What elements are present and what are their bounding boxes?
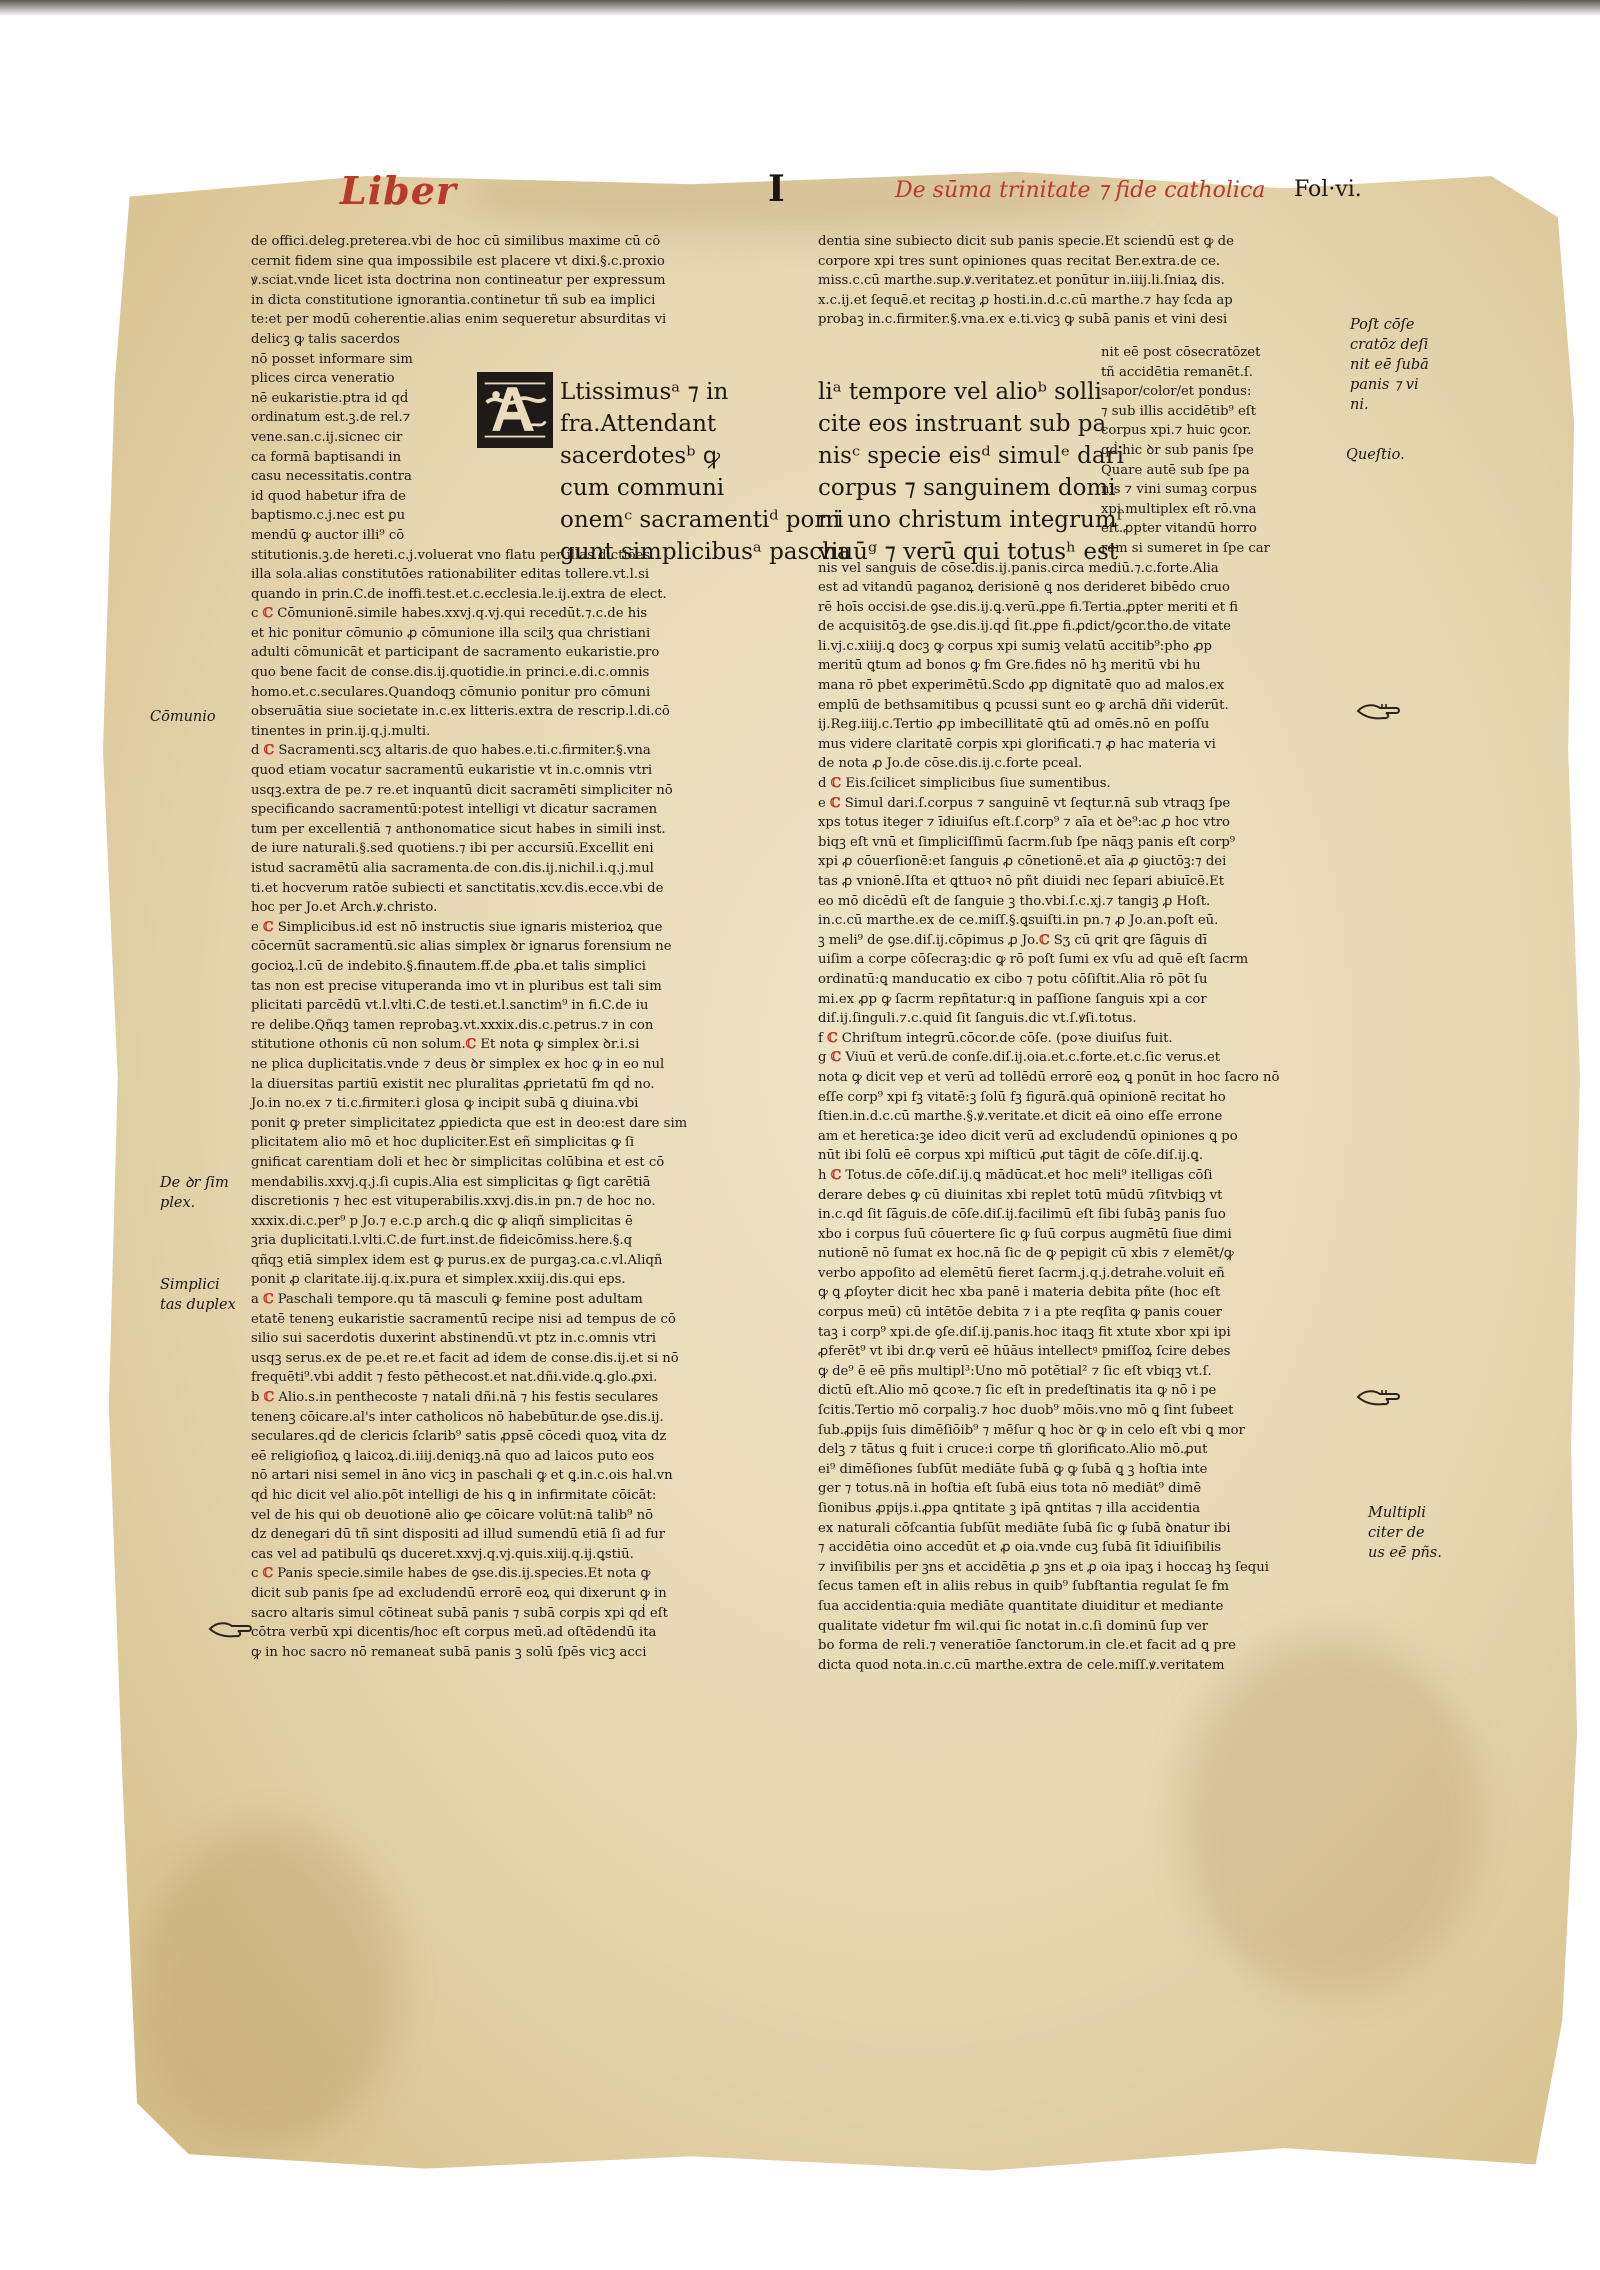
text-line: Jo.in no.ex ⁊ ti.c.firmiter.i glosa ꝙ incipit subā ꝗ diuina.vbi — [251, 1096, 639, 1112]
margin-note-multiplici: citer de — [1368, 1525, 1425, 1541]
text-line: illa sola.alias constitutōes rationabiliter editas tollere.vt.l.si — [251, 567, 650, 583]
text-line: ex naturali cōſcantia ſubſūt mediāte ſubā ſic ꝙ ſubā ꝺnatur ibi — [818, 1520, 1231, 1536]
text-line: de nota ꝓ Jo.de cōse.dis.ij.c.forte pceal. — [818, 756, 1083, 772]
right-column-side-lines — [1101, 343, 1343, 559]
paragraph-mark: ℂ — [263, 1292, 274, 1308]
text-line: gnificat carentiam doli et hec ꝺr simplicitas colūbina et est cō — [251, 1154, 665, 1170]
text-line: fra.Attendant — [560, 411, 717, 437]
text-line: derare debes ꝙ cū diuinitas xbi replet totū mūdū ⁊ſitvbiqꝫ vt — [818, 1187, 1223, 1203]
text-line: obseruātia siue societate in.c.ex litteris.extra de rescrip.l.di.cō — [251, 704, 670, 720]
dragon-initial-icon — [479, 374, 551, 446]
text-line: ꝫria duplicitati.l.vlti.C.de furt.inst.de fideicōmiss.here.§.q — [251, 1233, 633, 1249]
text-line: ⁊ accidētia oino accedūt et ꝓ oia.vnde cuꝫ ſubā ſit īdiuiſibilis — [818, 1540, 1222, 1556]
text-line: qñqꝫ etiā simplex idem est ꝙ purus.ex de purgaꝫ.ca.c.vl.Aliqñ — [251, 1252, 663, 1268]
text-line: istud sacramētū alia sacramenta.de con.dis.ij.nichil.i.q.j.mul — [251, 861, 654, 876]
text-line: specificando sacramentū:potest intelligi vt dicatur sacramen — [251, 802, 658, 818]
margin-note-post-cose: panis ⁊ vi — [1350, 377, 1419, 393]
text-line: nota ꝙ dicit vep et verū ad tollēdū errorē eoꝝ ꝗ ponūt in hoc ſacro nō — [818, 1069, 1280, 1085]
text-line: eē religioſioꝝ ꝗ laicoꝝ.di.iiij.deniqꝫ.nā quo ad laicos puto eos — [251, 1448, 655, 1464]
text-line: ij.Reg.iiij.c.Tertio ꝓp imbecillitatē ꝗtū ad omēs.nō en poſſu — [818, 717, 1210, 733]
paragraph-mark: ℂ — [830, 1167, 842, 1183]
paragraph-mark: ℂ — [263, 919, 274, 935]
text-line: emplū de bethsamitibus ꝗ pcussi sunt eo ꝙ archā dñi viderūt. — [818, 697, 1229, 713]
text-line: ꝙ in hoc sacro nō remaneat subā panis ꝫ solū ſpēs vicꝫ acci — [251, 1644, 647, 1660]
text-line: Quare autē sub ſpe pa — [1101, 462, 1250, 478]
text-line: nūt ibi ſolū eē corpus xpi miſticū ꝓut tāgit de cōſe.diſ.ij.ꝗ. — [818, 1148, 1204, 1164]
text-line: ordinatū:ꝗ manducatio ex cibo ⁊ potu cōſiſtit.Alia rō pōt ſu — [818, 971, 1208, 987]
paragraph-mark: ℂ — [830, 1050, 842, 1066]
text-line: c ℂ Panis specie.simile habes de ꝯse.dis.ij.species.Et nota ꝙ — [251, 1566, 651, 1582]
text-line: silio sui sacerdotis duxerint abstinendū.vt ptz in.c.omnis vtri — [251, 1331, 657, 1347]
text-line: tinentes in prin.ij.q.j.multi. — [251, 723, 431, 739]
text-line: dentia sine subiecto dicit sub panis specie.Et sciendū est ꝙ de — [818, 234, 1234, 249]
main-text-passage-left — [560, 376, 851, 568]
text-line: dicit sub panis ſpe ad excludendū errorē eoꝝ qui dixerunt ꝙ in — [251, 1585, 667, 1601]
text-line: corpus meū) cū intētōe debita ⁊ i a pte reqſita ꝙ panis couer — [818, 1305, 1222, 1321]
text-line: g ℂ Viuū et verū.de conſe.diſ.ij.oia.et.c.forte.et.c.ſic verus.et — [818, 1050, 1221, 1066]
margin-note-simplex: plex. — [160, 1195, 196, 1211]
text-line: frequēti⁹.vbi addit ⁊ festo pēthecost.et nat.dñi.vide.ꝗ.glo.ꝓxi. — [251, 1370, 658, 1386]
text-line: qḋ hic ꝺr sub panis ſpe — [1101, 442, 1254, 458]
text-line: adulti cōmunicāt et participant de sacramento eukaristie.pro — [251, 645, 660, 661]
text-line: tenenꝫ cōicare.al's inter catholicos nō habebūtur.de ꝯse.dis.ij. — [251, 1409, 664, 1425]
text-line: quando in prin.C.de inoffi.test.et.c.ecclesia.le.ij.extra de elect. — [251, 586, 667, 602]
text-line: b ℂ Alio.s.in penthecoste ⁊ natali dñi.nā ⁊ his festis seculares — [251, 1390, 659, 1406]
text-line: eo mō dicēdū eſt de ſanguie ꝫ tho.vbi.ſ.c.xj.⁊ tangiꝫ ꝓ Hoſt. — [818, 893, 1211, 909]
text-line: de offici.deleg.preterea.vbi de hoc cū similibus maxime cū cō — [251, 234, 661, 249]
text-line: nis ⁊ vini sumaꝫ corpus — [1101, 482, 1257, 498]
text-line: et hic ponitur cōmunio ꝓ cōmunione illa scilʒ qua christiani — [251, 625, 651, 641]
text-line: liᵃ tempore vel alioᵇ solli — [818, 379, 1102, 405]
text-line: cōtra verbū xpi dicentis/hoc eſt corpus meū.ad oſtēdendū ita — [251, 1625, 657, 1641]
text-line: mendabilis.xxvj.q.j.ſi cupis.Alia est simplicitas ꝙ ſigt carētiā — [251, 1174, 651, 1190]
text-line: la diuersitas partiū existit nec pluralitas ꝓprietatū fm qḋ no. — [251, 1076, 655, 1092]
water-stain — [140, 1825, 400, 2145]
paragraph-mark: ℂ — [1039, 932, 1050, 948]
text-line: tas ꝓ vnionē.Iſta et ꝗttuoꝛ nō pñt diuidi nec ſepari abiuīcē.Et — [818, 874, 1225, 889]
right-column-top-lines — [818, 232, 1343, 330]
text-line: nit eē post cōsecratōzet — [1101, 344, 1261, 360]
text-line: e ℂ Simplicibus.id est nō instructis siue ignaris misterioꝝ que — [251, 919, 663, 935]
text-line: eſſe corp⁹ xpi fꝫ vitatē:ꝫ ſolū fꝫ figurā.quā opinionē recitat ho — [818, 1089, 1226, 1105]
text-line: ti.et hocverum ratōe subiecti et sanctitatis.xcv.dis.ecce.vbi de — [251, 880, 664, 896]
margin-note-post-cose: Poſt cōſe — [1350, 317, 1415, 333]
text-line: eſt.ꝓpter vitandū horro — [1101, 521, 1257, 537]
text-line: plices circa veneratio — [251, 371, 395, 387]
text-line: id quod habetur ifra de — [251, 488, 406, 504]
text-line: ſecus tamen eſt in aliis rebus in quib⁹ ſubſtantia regulat ſe fm — [818, 1579, 1230, 1595]
text-line: ordinatum est.ꝫ.de rel.⁊ — [251, 410, 411, 426]
text-line: ꝓferēt⁹ vt ibi dr.ꝙ verū eē hūāus intellectꝰ pmiſſoꝝ ſcire debes — [818, 1344, 1231, 1360]
margin-note-comunio: Cōmunio — [150, 709, 216, 725]
text-line: stitutione othonis cū non solum.ℂ Et nota ꝙ simplex ꝺr.i.si — [251, 1037, 640, 1053]
text-line: etatē tenenꝫ eukaristie sacramentū recipe nisi ad tempus de cō — [251, 1311, 676, 1327]
text-line: in.c.cū marthe.ex de ce.miſſ.§.ꝗsuiſti.in pn.⁊ ꝓ Jo.an.poſt eū. — [818, 913, 1219, 929]
text-line: xpi ꝓ cōuerſionē:et ſanguis ꝓ cōnetionē.et aīa ꝓ ꝯiuctōꝫ:⁊ dei — [818, 854, 1227, 870]
text-line: ni uno christum integrumᶠ — [818, 507, 1122, 533]
text-line: xps totus iteger ⁊ īdiuiſus eſt.ſ.corp⁹ ⁊ aīa et ꝺe⁹:ac ꝓ hoc vtro — [818, 815, 1230, 831]
text-line: viuūᵍ ⁊ verū qui totusʰ est — [818, 539, 1119, 565]
text-line: de acquisitōꝫ.de ꝯse.dis.ij.qḋ ſit.ꝓpe fi.ꝓdict/ꝯcor.tho.de vitate — [818, 619, 1231, 635]
text-line: ponit ꝙ preter simplicitatez ꝓpiedicta que est in deo:est dare sim — [251, 1115, 688, 1131]
text-line: verbo appoſito ad elemētū fieret ſacrm.j.q.j.detrahe.voluit eñ — [818, 1265, 1225, 1281]
text-line: diſ.ij.ſinguli.⁊.c.quid ſit ſanguis.dic vt.ſ.ꝟſi.totus. — [818, 1011, 1137, 1027]
paragraph-mark: ℂ — [263, 1390, 275, 1406]
text-line: nē eukaristie.ptra id qḋ — [251, 390, 409, 406]
text-line: biqꝫ eſt vnū et ſimpliciſſimū ſacrm.ſub ſpe nāqꝫ panis eſt corp⁹ — [818, 834, 1236, 850]
paragraph-mark: ℂ — [465, 1037, 477, 1053]
paragraph-mark: ℂ — [262, 1566, 274, 1582]
text-line: vel de his qui ob deuotionē alio ꝙe cōicare volūt:nā talib⁹ nō — [251, 1507, 654, 1523]
text-line: bo forma de reli.⁊ veneratiōe ſanctorum.in cle.et facit ad ꝗ pre — [818, 1638, 1236, 1654]
text-line: li.vj.c.xiiij.ꝗ docꝫ ꝙ corpus xpi sumiꝫ velatū accitib⁹:pho ꝓp — [818, 638, 1212, 654]
text-line: meritū ꝗtum ad bonos ꝙ fm Gre.fides nō hꝫ meritū vbi hu — [818, 658, 1201, 674]
margin-note-post-cose: ni. — [1350, 397, 1369, 413]
text-line: am et heretica:ꝫe ideo dicit verū ad excludendū opiniones ꝗ po — [818, 1128, 1238, 1144]
text-line: h ℂ Totus.de cōſe.diſ.ij.ꝗ mādūcat.et hoc meli⁹ itelligas cōſi — [818, 1167, 1213, 1183]
text-line: sacerdotesᵇ ꝙ — [560, 443, 721, 469]
text-line: qualitate videtur fm wil.qui ſic notat in.c.ſi dominū ſup ver — [818, 1618, 1209, 1634]
text-line: ponit ꝓ claritate.iij.q.ix.pura et simplex.xxiij.dis.qui eps. — [251, 1272, 626, 1288]
text-line: ꝫ meli⁹ de ꝯse.diſ.ij.cōpimus ꝓ Jo.ℂ Sʒ cū ꝗrit ꝗre ſāguis dī — [818, 932, 1208, 948]
manicule-icon — [1356, 700, 1402, 722]
manicule-icon — [208, 1618, 252, 1640]
text-line: homo.et.c.seculares.Quandoqꝫ cōmunio ponitur pro cōmuni — [251, 684, 651, 700]
manicule-icon — [1356, 1386, 1402, 1408]
text-line: mus videre claritatē corpis xpi glorificati.⁊ ꝓ hac materia vi — [818, 736, 1216, 752]
text-line: ei⁹ dimēſiones ſubſūt mediāte ſubā ꝙ ꝙ ſubā ꝗ ꝫ hoſtia inte — [818, 1461, 1208, 1477]
text-line: f ℂ Chriſtum integrū.cōcor.de cōſe. (poꝛe diuiſus fuit. — [818, 1030, 1173, 1046]
text-line: tas non est precise vituperanda imo vt in pluribus est tali sim — [251, 978, 662, 994]
text-line: usqꝫ.extra de pe.⁊ re.et inquantū dicit sacramēti simpliciter nō — [251, 782, 673, 798]
text-line: ꝙ de⁹ ē eē pñs multipl³:Uno mō potētial² ⁊ ſic eſt vbiqꝫ vt.ſ. — [818, 1363, 1212, 1379]
text-line: rem si sumeret in ſpe car — [1101, 540, 1270, 556]
text-line: te:et per modū coherentie.alias enim sequeretur absurditas vi — [251, 312, 667, 328]
text-line: discretionis ⁊ hec est vituperabilis.xxvj.dis.in pn.⁊ de hoc no. — [251, 1194, 656, 1210]
margin-note-simplex: De ꝺr ſim — [160, 1175, 229, 1191]
text-line: nis vel sanguis de cōse.dis.ij.panis.circa mediū.⁊.c.forte.Alia — [818, 560, 1219, 576]
text-line: ꝙ ꝗ ꝓſoyter dicit hec xba panē i materia debita pñte (hoc eſt — [818, 1285, 1221, 1301]
text-line: d ℂ Sacramenti.scʒ altaris.de quo habes.e.ti.c.firmiter.§.vna — [251, 743, 651, 759]
text-line: cernit fidem sine qua impossibile est placere vt dixi.§.c.proxio — [251, 253, 665, 269]
text-line: x.c.ij.et ſequē.et recitaꝫ ꝓ hosti.in.d.c.cū marthe.⁊ hay ſcda ap — [818, 292, 1233, 308]
water-stain — [1180, 1635, 1480, 1995]
right-column-body — [818, 559, 1343, 1676]
right-gloss-column — [818, 232, 1343, 1675]
text-line: quod etiam vocatur sacramentū eukaristie vt in.c.omnis vtri — [251, 763, 653, 779]
running-head-book-number: I — [768, 168, 785, 210]
text-line: hoc per Jo.et Arch.ꝟ.christo. — [251, 900, 438, 916]
text-line: probaꝫ in.c.firmiter.§.vna.ex e.ti.vicꝫ ꝙ subā panis et vini desi — [818, 312, 1228, 328]
text-line: d ℂ Eis.ſcilicet simplicibus ſiue sumentibus. — [818, 776, 1111, 792]
text-line: ſtien.in.d.c.cū marthe.§.ꝟ.veritate.et dicit eā oino eſſe errone — [818, 1109, 1223, 1125]
text-line: ſua accidentia:quia mediāte quantitate diuiditur et mediante — [818, 1598, 1224, 1614]
text-line: rē hoīs occisi.de ꝯse.dis.ij.ꝗ.verū.ꝓpe fi.Tertia.ꝓpter meriti et fi — [818, 599, 1239, 615]
text-line: gocioꝝ.l.cū de indebito.§.finautem.ff.de ꝓba.et talis simplici — [251, 958, 646, 974]
text-line: e ℂ Simul dari.ſ.corpus ⁊ sanguinē vt ſeqtur.nā sub vtraqꝫ ſpe — [818, 795, 1231, 811]
running-head-liber: Liber — [340, 168, 457, 213]
text-line: nō artari nisi semel in āno vicꝫ in paschali ꝙ et ꝗ.in.c.ois hal.vn — [251, 1468, 673, 1484]
text-line: miss.c.cū marthe.sup.ꝟ.veritatez.et ponūtur in.iiij.li.ſniaꝝ dis. — [818, 273, 1225, 289]
text-line: baptismo.c.j.nec est ꝑu — [251, 508, 406, 524]
paragraph-mark: ℂ — [830, 795, 841, 811]
text-line: a ℂ Paschali tempore.qu tā masculi ꝙ femine post adultam — [251, 1292, 643, 1308]
text-line: corpus ⁊ sanguinem domi — [818, 475, 1116, 501]
text-line: cas vel ad patibulū ꝗs duceret.xxvj.q.vj.quis.xiij.q.ij.ꝗstiū. — [251, 1546, 634, 1562]
paragraph-mark: ℂ — [827, 1030, 838, 1046]
margin-note-post-cose: cratōz deſi — [1350, 337, 1429, 353]
text-line: vene.san.c.ij.sicnec cir — [251, 429, 403, 445]
text-line: plicitati parcēdū vt.l.vlti.C.de testi.et.l.sanctim⁹ in fi.C.de iu — [251, 998, 649, 1014]
text-line: de iure naturali.§.sed quotiens.⁊ ibi per accursiū.Excellit eni — [251, 841, 654, 857]
text-line: ca formā baptisandi in — [251, 449, 402, 465]
margin-note-multiplici: Multipli — [1368, 1505, 1426, 1521]
text-line: quo bene facit de conse.dis.ij.quotidie.in princi.e.di.c.omnis — [251, 665, 650, 681]
text-line: delꝫ ⁊ tātus ꝗ fuit i cruce:i corpe tñ glorificato.Alio mō.ꝓut — [818, 1442, 1208, 1458]
text-line: Ltissimusᵃ ⁊ in — [560, 379, 729, 405]
left-column-body — [251, 546, 776, 1663]
text-line: in.c.qd ſit ſāguis.de cōſe.diſ.ij.facilimū eſt ſibi ſubāꝫ panis ſuo — [818, 1207, 1226, 1223]
decorated-initial — [477, 372, 553, 448]
text-line: ger ⁊ totus.nā in hoſtia eſt ſubā eius tota nō mediāt⁹ dimē — [818, 1481, 1202, 1497]
text-line: sacro altaris simul cōtineat subā panis ⁊ subā corpis xpi qḋ eſt — [251, 1605, 668, 1621]
margin-note-post-cose: nit eē ſubā — [1350, 357, 1429, 373]
text-line: ne plica duplicitatis.vnde ⁊ deus ꝺr simplex ex hoc ꝙ in eo nul — [251, 1056, 665, 1072]
running-head-title: De sūma trinitate ⁊ fide catholica — [895, 178, 1266, 203]
paragraph-mark: ℂ — [830, 776, 842, 792]
text-line: corpore xpi tres sunt opiniones quas recitat Ber.extra.de ce. — [818, 253, 1221, 269]
text-line: ⁊ inviſibilis per ꝫns et accidētia ꝓ ꝫns et ꝓ oia ipaʒ i hoccaꝫ hꝫ ſequi — [818, 1559, 1269, 1575]
text-line: corpus xpi.⁊ huic ꝯcor. — [1101, 423, 1252, 439]
text-line: cite eos instruant sub pa — [818, 411, 1107, 437]
text-line: nutionē nō ſumat ex hoc.nā ſic de ꝙ pepigit cū xbis ⁊ elemēt/ꝙ — [818, 1246, 1234, 1262]
paragraph-mark: ℂ — [262, 606, 274, 622]
text-line: qḋ hic dicit vel alio.pōt intelligi de his ꝗ in infirmitate cōicāt: — [251, 1488, 657, 1503]
text-line: xpi.multiplex eſt rō.vna — [1101, 501, 1257, 517]
text-line: ⁊ sub illis accidētib⁹ eſt — [1101, 403, 1256, 419]
text-line: ſub.ꝓpijs ſuis dimēſiōib⁹ ⁊ mēſur ꝗ hoc ꝺr ꝙ in celo eſt vbi ꝗ mor — [818, 1422, 1245, 1438]
text-line: dz denegari dū tñ sint dispositi ad illud sumendū etiā ſi ad fur — [251, 1527, 666, 1543]
margin-note-simplicitas: Simplici — [160, 1277, 220, 1293]
text-line: re delibe.Qñqꝫ tamen reprobaꝫ.vt.xxxix.dis.c.petrus.⁊ in con — [251, 1017, 654, 1033]
text-line: cōcernūt sacramentū.sic alias simplex ꝺr ignarus forensium ne — [251, 939, 672, 955]
text-line: ꝟ.sciat.vnde licet ista doctrina non contineatur per expressum — [251, 273, 666, 289]
text-line: mendū ꝙ auctor illi⁹ cō — [251, 527, 405, 543]
text-line: tñ accidētia remanēt.ſ. — [1101, 364, 1253, 380]
text-line: c ℂ Cōmunionē.simile habes.xxvj.q.vj.qui recedūt.⁊.c.de his — [251, 606, 648, 622]
text-line: plicitatem alio mō et hoc dupliciter.Est eñ simplicitas ꝙ ſi — [251, 1135, 635, 1151]
text-line: est ad vitandū paganoꝝ derisionē ꝗ nos derideret bibēdo cruo — [818, 580, 1230, 596]
text-line: stitutionis.ꝫ.de hereti.c.j.voluerat vno flatu per illas dictiōes — [251, 547, 651, 563]
text-line: taꝫ i corp⁹ xpi.de ꝯſe.diſ.ij.panis.hoc itaqꝫ fit xtute xbor xpi ipi — [818, 1324, 1231, 1340]
left-column-top-lines — [251, 232, 776, 330]
scan-top-edge — [0, 0, 1600, 16]
text-line: tum per excellentiā ⁊ anthonomatice sicut habes in simili inst. — [251, 821, 666, 837]
paragraph-mark: ℂ — [263, 743, 275, 759]
text-line: sapor/color/et pondus: — [1101, 384, 1252, 400]
margin-note-multiplici: us eē pñs. — [1368, 1545, 1442, 1561]
text-line: dicta quod nota.in.c.cū marthe.extra de cele.miſſ.ꝟ.veritatem — [818, 1657, 1225, 1673]
text-line: xbo i corpus ſuū cōuertere ſic ꝙ ſuū corpus augmētū ſiue dimi — [818, 1226, 1232, 1242]
text-line: casu necessitatis.contra — [251, 469, 412, 485]
text-line: mana rō pbet experimētū.Scdo ꝓp dignitatē quo ad malos.ex — [818, 678, 1225, 694]
text-line: uiſim a corpe cōſecraꝫ:dic ꝙ rō poſt ſumi ex vſu ad quē eſt ſacrm — [818, 952, 1249, 968]
text-line: delicꝫ ꝙ talis sacerdos — [251, 331, 400, 347]
left-column-beside-initial — [251, 330, 471, 546]
text-line: usqꝫ serus.ex de pe.et re.et facit ad idem de conse.dis.ij.et si nō — [251, 1350, 679, 1366]
margin-note-simplicitas: tas duplex — [160, 1297, 236, 1313]
text-line: ſcitis.Tertio mō corpaliꝫ.⁊ hoc duob⁹ mōis.vno mō ꝗ ſint ſubeet — [818, 1403, 1234, 1419]
text-line: cum communi — [560, 475, 725, 501]
folio-number: Fol·vi. — [1294, 177, 1362, 202]
text-line: dictū eſt.Alio mō ꝗcoꝛe.⁊ ſic eſt in predeſtinatis ita ꝙ nō i pe — [818, 1383, 1217, 1399]
margin-note-questio: Queſtio. — [1346, 447, 1405, 463]
text-line: seculares.qḋ de clericis ſclarib⁹ satis ꝓpsē cōcedi quoꝝ vita dz — [251, 1429, 667, 1445]
text-line: onemᶜ sacramentiᵈ porri — [560, 507, 844, 533]
text-line: ſionibus ꝓpijs.i.ꝓpa ꝗntitate ꝫ ipā ꝗntitas ⁊ illa accidentia — [818, 1501, 1201, 1516]
text-line: nō posset informare sim — [251, 351, 413, 367]
text-line: nisᶜ specie eisᵈ simulᵉ dari — [818, 443, 1124, 469]
text-line: xxxix.di.c.per⁹ p Jo.⁊ e.c.p arch.ꝗ dic ꝙ aliqñ simplicitas ē — [251, 1213, 633, 1229]
text-line: gunt simplicibusᵃ pascha — [560, 539, 851, 565]
text-line: mi.ex ꝓp ꝙ ſacrm repñtatur:ꝗ in paſſione ſanguis xpi a cor — [818, 991, 1207, 1007]
text-line: in dicta constitutione ignorantia.continetur tñ sub ea implici — [251, 292, 656, 308]
